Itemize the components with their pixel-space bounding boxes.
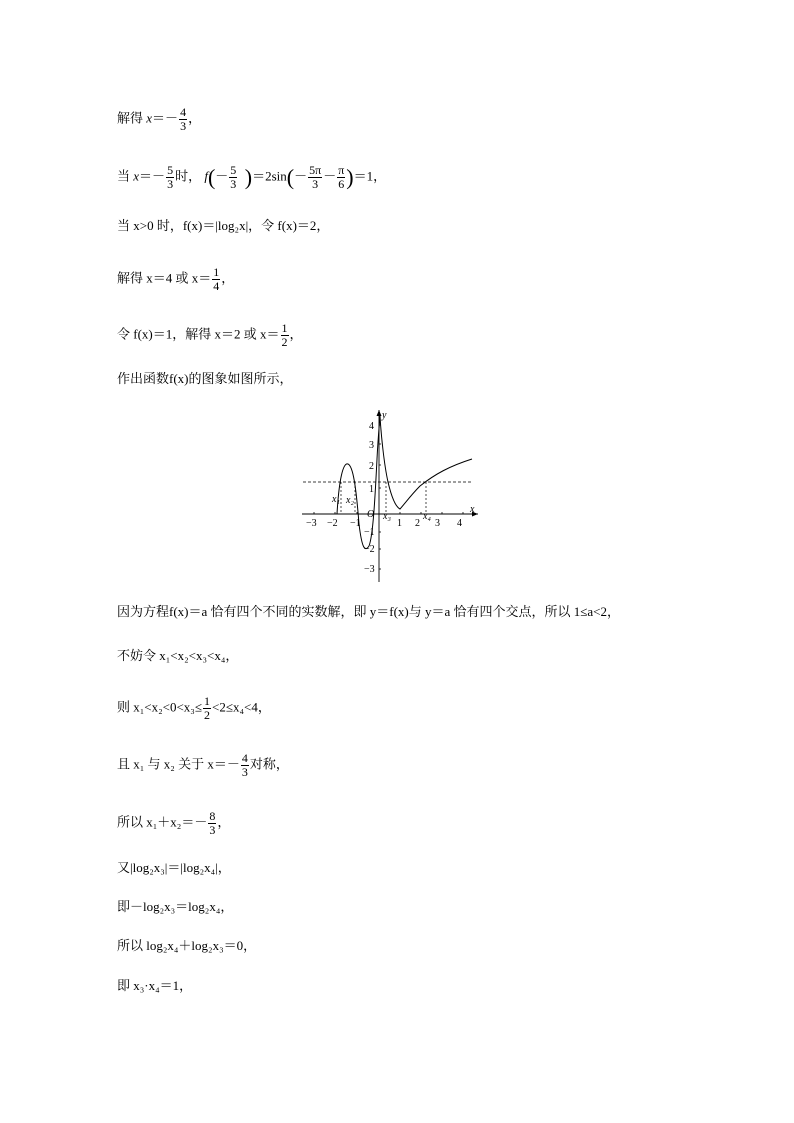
point-label-x1: x₁ xyxy=(332,494,340,505)
text: 所以 x₁＋x₂＝－ xyxy=(117,814,208,830)
fraction xyxy=(229,164,237,191)
denominator: 2 xyxy=(203,708,210,722)
solution-line-1 xyxy=(117,106,201,133)
fraction xyxy=(337,164,345,191)
numerator: 5 xyxy=(167,163,174,177)
y-tick-label: 1 xyxy=(369,484,374,495)
numerator: 1 xyxy=(203,694,210,708)
x-tick-label: 4 xyxy=(457,518,462,529)
denominator: 3 xyxy=(180,119,187,133)
solution-line-6: 作出函数f(x)的图象如图所示， xyxy=(117,371,293,386)
solution-line-5 xyxy=(117,322,303,349)
x-tick-label: 2 xyxy=(415,518,420,529)
numerator: 1 xyxy=(281,321,288,335)
text: ＝－ xyxy=(139,168,166,184)
text: － xyxy=(323,168,337,184)
x-tick-label: −2 xyxy=(327,518,338,529)
text: 则 x₁<x₂<0<x₃≤ xyxy=(117,699,202,715)
y-tick-label: −3 xyxy=(364,564,375,575)
variable: x xyxy=(146,110,153,126)
text: 且 x₁ 与 x₂ 关于 x＝－ xyxy=(117,756,240,772)
denominator: 3 xyxy=(312,177,319,191)
text: 当 xyxy=(117,168,131,184)
denominator: 6 xyxy=(338,177,345,191)
denominator: 3 xyxy=(241,765,248,779)
origin-label: O xyxy=(367,509,375,520)
fraction xyxy=(281,322,289,349)
y-axis-arrow xyxy=(377,410,382,416)
solution-line-11 xyxy=(117,810,230,837)
y-tick-label: −1 xyxy=(364,527,375,538)
solution-line-7: 因为方程f(x)＝a 恰有四个不同的实数解，即 y＝f(x)与 y＝a 恰有四个交点，所以 1≤a<2， xyxy=(117,604,621,619)
text: 令 f(x)＝1，解得 x＝2 或 x＝ xyxy=(117,326,280,342)
text: 解得 xyxy=(117,110,144,126)
text: ， xyxy=(289,326,303,342)
numerator: 1 xyxy=(213,265,220,279)
solution-line-12: 又|log₂x₃|＝|log₂x₄|， xyxy=(117,860,231,875)
numerator: 5 xyxy=(230,163,237,177)
solution-line-15: 即 x₃·x₄＝1， xyxy=(117,978,193,993)
y-tick-label: 4 xyxy=(369,421,374,432)
variable: x xyxy=(133,168,140,184)
text: ， xyxy=(221,270,235,286)
fraction xyxy=(212,266,220,293)
solution-line-4 xyxy=(117,266,234,293)
x-tick-label: −3 xyxy=(306,518,317,529)
text: x＝4 或 x＝ xyxy=(146,270,212,286)
solution-line-9 xyxy=(117,695,271,722)
point-label-x4: x₄ xyxy=(423,511,431,522)
text: － xyxy=(294,168,308,184)
text: 对称， xyxy=(249,756,289,772)
denominator: 3 xyxy=(167,177,174,191)
point-label-x3: x₃ xyxy=(383,511,391,522)
y-tick-label: −2 xyxy=(364,544,375,555)
numerator: 4 xyxy=(180,105,187,119)
solution-line-3: 当 x>0 时，f(x)＝|log₂x|，令 f(x)＝2， xyxy=(117,218,330,233)
paren-left: ( xyxy=(286,164,295,190)
x-tick-label: 3 xyxy=(435,518,440,529)
function-name: f xyxy=(204,168,208,184)
text: 解得 xyxy=(117,270,144,286)
x-tick-label: 1 xyxy=(397,518,402,529)
text: <2≤x₄<4， xyxy=(211,699,271,715)
fraction xyxy=(179,106,187,133)
numerator: π xyxy=(338,163,345,177)
paren-left: ( xyxy=(207,164,216,190)
paren-right: ) xyxy=(244,164,253,190)
y-tick-label: 2 xyxy=(369,461,374,472)
fraction xyxy=(241,752,249,779)
solution-line-8: 不妨令 x₁<x₂<x₃<x₄， xyxy=(117,648,239,663)
solution-line-10 xyxy=(117,752,289,779)
fraction xyxy=(208,810,216,837)
fraction xyxy=(308,164,322,191)
x-axis-label: x xyxy=(470,504,475,515)
numerator: 5π xyxy=(309,163,322,177)
denominator: 3 xyxy=(209,823,216,837)
solution-line-14: 所以 log₂x₄＋log₂x₃＝0， xyxy=(117,938,257,953)
text: ， xyxy=(217,814,231,830)
y-tick-label: 3 xyxy=(369,440,374,451)
solution-line-2 xyxy=(117,164,386,191)
x-tick-label: −1 xyxy=(350,518,361,529)
numerator: 8 xyxy=(209,809,216,823)
text: ＝1， xyxy=(353,168,387,184)
text: 时， xyxy=(175,168,202,184)
solution-line-13: 即－log₂x₃＝log₂x₄， xyxy=(117,899,234,914)
function-graph xyxy=(300,404,490,586)
denominator: 3 xyxy=(230,177,237,191)
text: ＝2sin xyxy=(252,168,287,184)
text: ， xyxy=(188,110,202,126)
fraction xyxy=(203,695,211,722)
text: － xyxy=(215,168,229,184)
text: ＝－ xyxy=(152,110,179,126)
point-label-x2: x₂ xyxy=(346,495,354,506)
y-axis-label: y xyxy=(382,410,387,421)
numerator: 4 xyxy=(241,751,248,765)
denominator: 2 xyxy=(281,335,288,349)
denominator: 4 xyxy=(213,279,220,293)
fraction xyxy=(166,164,174,191)
paren-right: ) xyxy=(346,164,354,190)
